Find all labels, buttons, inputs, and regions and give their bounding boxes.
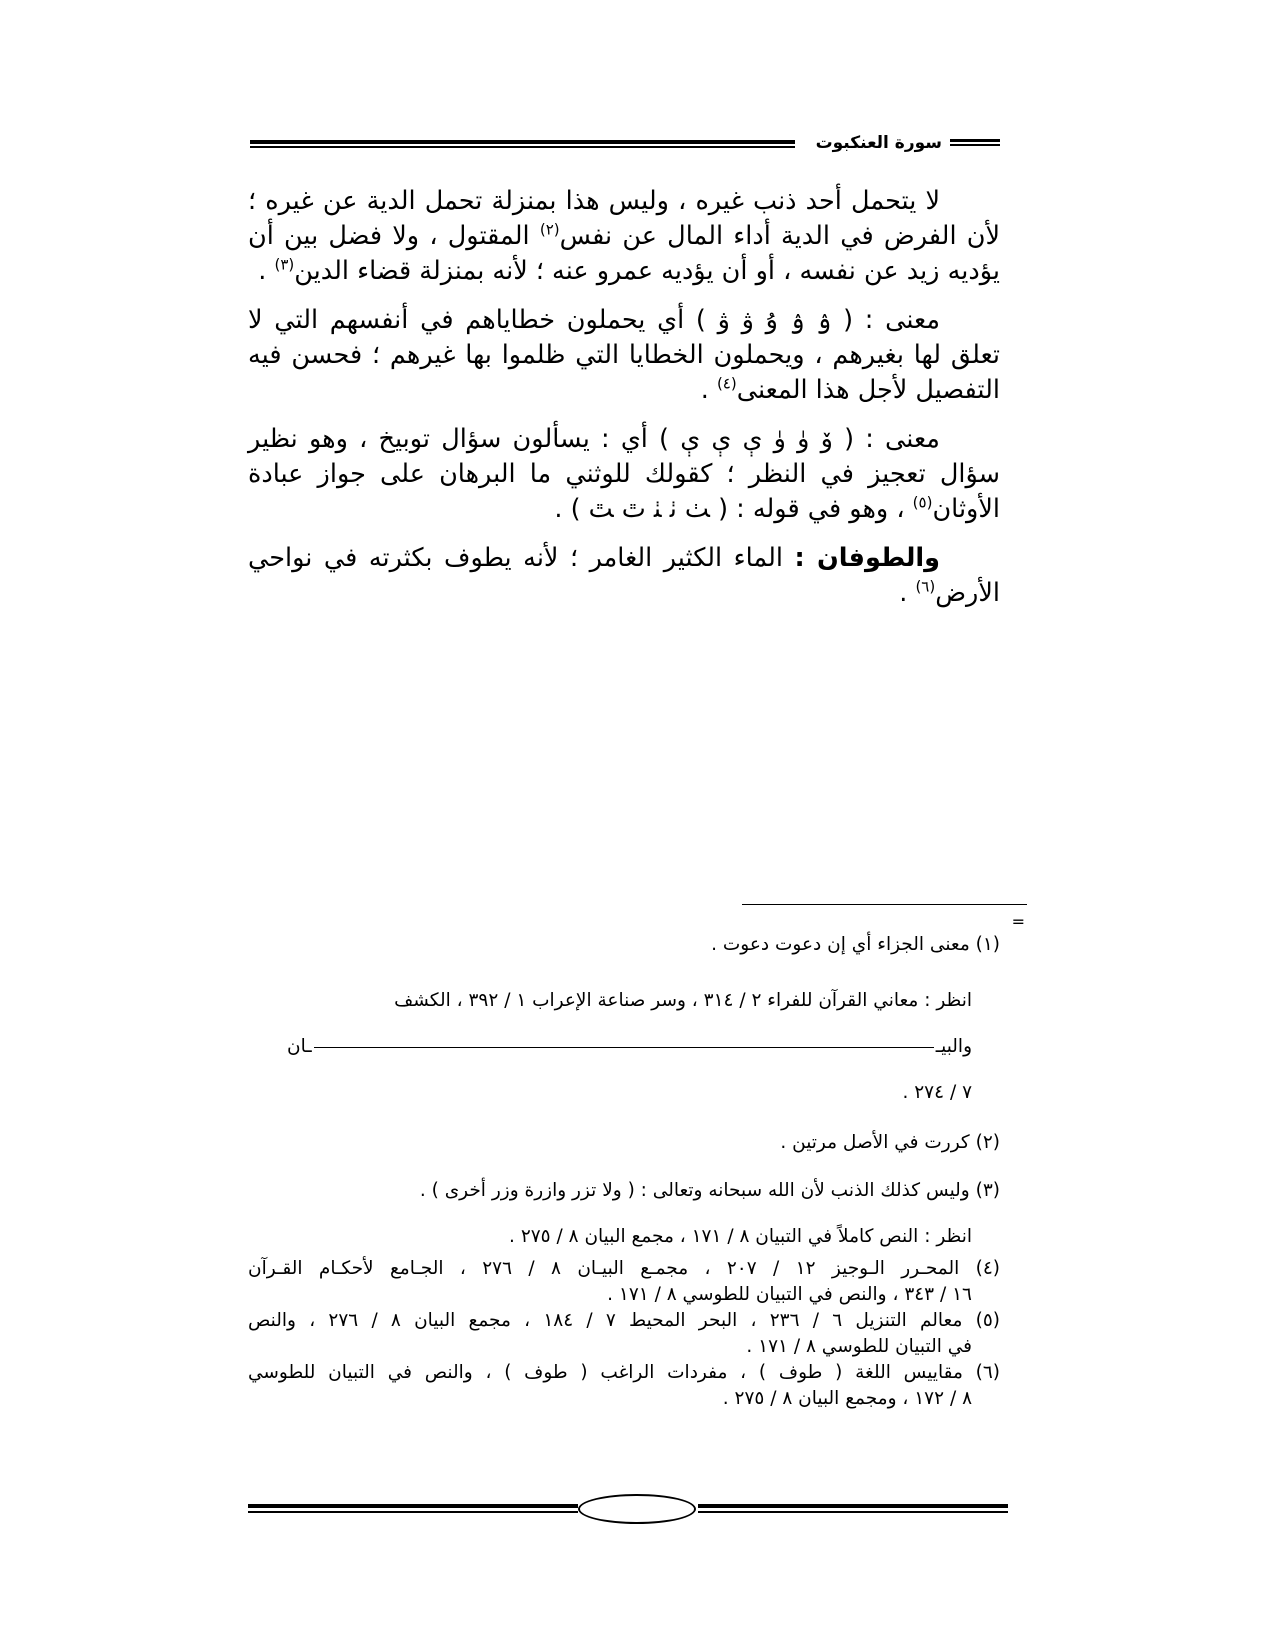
footnotes-4-6-block (248, 1256, 1000, 1412)
footnote-4-line-2: ١٦ / ٣٤٣ ، والنص في التبيان للطوسي ٨ / ١٧١ . (607, 1284, 972, 1305)
footnote-3-ref-block (248, 1222, 1000, 1251)
header-rule-short (950, 139, 1000, 146)
paragraph-2-text-b: ) أي يحملون خطاياهم في أنفسهم التي لا تعلق لها بغيرهم ، ويحملون الخطايا التي ظلموا بها غيرهم ؛ فحسن فيه التفصيل لأجل هذا المعنى (248, 305, 1000, 405)
paragraph-1-text-a: لا يتحمل أحد ذنب غيره ، وليس هذا بمنزلة تحمل الدية عن غيره ؛ لأن الفرض في الدية أداء المال عن نفس (248, 186, 1001, 251)
footnote-1-ref-b-end: ـان (287, 1036, 312, 1057)
footnote-1-ref-b-block (248, 1032, 1000, 1061)
footnote-ref-3: (٣) (274, 255, 295, 274)
footnote-separator (742, 904, 1027, 905)
footnote-1-ref-b-start: والبيـ (935, 1036, 972, 1057)
footnote-1-ref-c: ٧ / ٢٧٤ . (902, 1082, 972, 1103)
paragraph-2-text-c: . (700, 375, 717, 405)
paragraph-4-text-a: الماء الكثير الغامر ؛ لأنه يطوف بكثرته في نواحي الأرض (248, 543, 1000, 608)
footnote-4-line-1: (٤) المحـرر الـوجيز ١٢ / ٢٠٧ ، مجمـع البيـان ٨ / ٢٧٦ ، الجـامع لأحكـام القـرآن (248, 1258, 1001, 1279)
paragraph-2 (248, 303, 1000, 408)
ornament-rule-right (698, 1504, 1008, 1513)
page-ornament (248, 1492, 1008, 1526)
paragraph-1-text-c: . (258, 256, 275, 286)
footnote-1: (١) معنى الجزاء أي إن دعوت دعوت . (711, 934, 1000, 955)
footnote-1-block (248, 930, 1000, 959)
surah-title: سورة العنكبوت (815, 133, 942, 153)
ornament-rule-left (248, 1504, 578, 1513)
footnote-carry-mark: = (1011, 912, 1025, 931)
ornament-oval (578, 1494, 696, 1524)
quran-glyphs-3: ﭟ ﭠ ﭡ ﭢ ﭣ (588, 494, 710, 524)
footnote-3-block (248, 1176, 1000, 1205)
header-rule-long (250, 140, 795, 148)
paragraph-3-text-c: ، وهو في قوله : ( (709, 494, 913, 524)
paragraph-4-text-b: . (899, 578, 916, 608)
footnote-1-ref-b (248, 1032, 1000, 1061)
running-header (250, 128, 1000, 158)
footnote-2: (٢) كررت في الأصل مرتين . (780, 1132, 1000, 1153)
footnote-2-block (248, 1128, 1000, 1157)
footnote-5-line-2: في التبيان للطوسي ٨ / ١٧١ . (746, 1336, 972, 1357)
paragraph-4 (248, 541, 1000, 611)
footnote-6-line-1: (٦) مقاييس اللغة ( طوف ) ، مفردات الراغب ( طوف ) ، والنص في التبيان للطوسي (248, 1362, 1000, 1383)
footnote-5-line-1: (٥) معالم التنزيل ٦ / ٢٣٦ ، البحر المحيط ٧ / ١٨٤ ، مجمع البيان ٨ / ٢٧٦ ، والنص (248, 1310, 1001, 1331)
quran-glyphs-2: ۆ ۈ ۈ ې ې ې (680, 424, 833, 454)
footnote-3: (٣) وليس كذلك الذنب لأن الله سبحانه وتعالى : ( ولا تزر وازرة وزر أخرى ) . (419, 1180, 1000, 1201)
footnote-ref-6: (٦) (915, 577, 936, 596)
footnote-ref-2: (٢) (539, 220, 560, 239)
footnote-1-ref-a: انظر : معاني القرآن للفراء ٢ / ٣١٤ ، وسر صناعة الإعراب ١ / ٣٩٢ ، الكشف (394, 990, 972, 1011)
paragraph-1 (248, 184, 1000, 289)
paragraph-3-text-a: معنى : ( (832, 424, 940, 454)
footnote-ref-5: (٥) (912, 493, 933, 512)
paragraph-3 (248, 422, 1000, 527)
term-heading: والطوفان : (794, 543, 941, 573)
footnote-1-ref-a-block (248, 986, 1000, 1015)
footnote-1-ref-c-block (248, 1078, 1000, 1107)
footnote-3-ref: انظر : النص كاملاً في التبيان ٨ / ١٧١ ، مجمع البيان ٨ / ٢٧٥ . (509, 1226, 972, 1247)
paragraph-3-text-d: ) . (554, 494, 589, 524)
footnote-ref-4: (٤) (716, 374, 737, 393)
footnote-leader-line (314, 1047, 934, 1048)
quran-glyphs-1: ۉ ۉ ۇ ۋ ۋ (717, 305, 832, 335)
footnote-6-line-2: ٨ / ١٧٢ ، ومجمع البيان ٨ / ٢٧٥ . (722, 1388, 972, 1409)
paragraph-1-text-b: المقتول ، ولا فضل بين أن يؤديه زيد عن نفسه ، أو أن يؤديه عمرو عنه ؛ لأنه بمنزلة قضاء الدين (248, 221, 1000, 286)
paragraph-3-text-b: ) أي : يسألون سؤال توبيخ ، وهو نظير سؤال تعجيز في النظر ؛ كقولك للوثني ما البرهان على جواز عبادة الأوثان (248, 424, 1000, 524)
paragraph-2-text-a: معنى : ( (831, 305, 940, 335)
main-text (248, 184, 1000, 625)
